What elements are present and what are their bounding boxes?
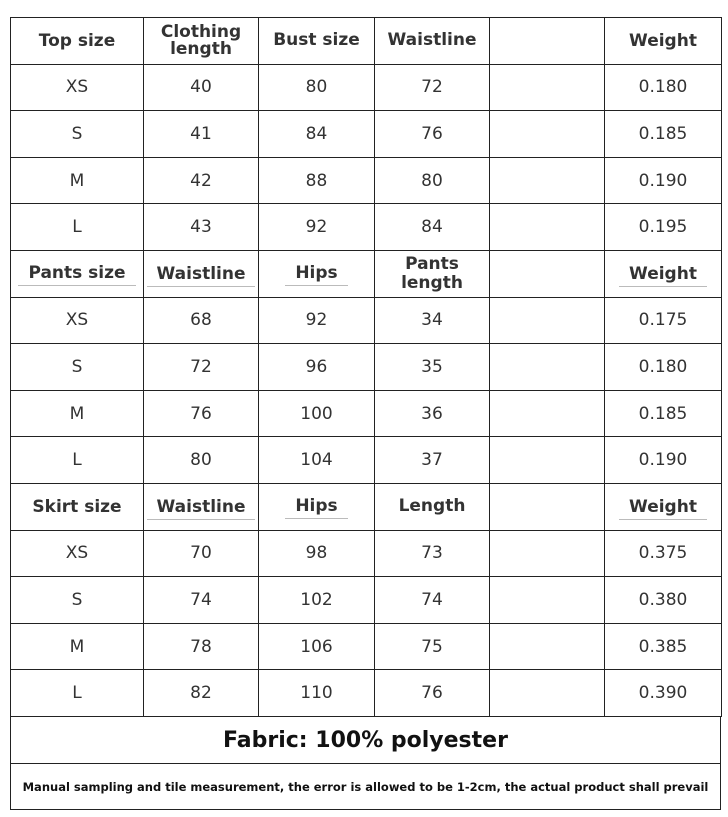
blank-cell	[490, 204, 605, 251]
clothing-length-header: Clothing length	[144, 18, 259, 65]
blank-header	[490, 18, 605, 65]
skirt-waistline-label: Waistline	[147, 497, 256, 520]
blank-cell	[490, 437, 605, 484]
col3-cell: 106	[259, 623, 375, 670]
col3-cell: 102	[259, 577, 375, 624]
col4-cell: 75	[375, 623, 490, 670]
size-cell: M	[11, 157, 144, 204]
pants-waistline-header	[144, 250, 259, 297]
blank-cell	[490, 111, 605, 158]
pants-waistline-label: Waistline	[147, 264, 256, 287]
size-cell: M	[11, 390, 144, 437]
pants-size-label: Pants size	[18, 263, 135, 286]
table-row	[11, 437, 722, 484]
table-row	[11, 111, 722, 158]
skirt-weight-label: Weight	[619, 497, 707, 520]
top-header-row	[11, 18, 722, 65]
col4-cell: 73	[375, 530, 490, 577]
weight-cell: 0.180	[605, 64, 722, 111]
skirt-blank-header	[490, 483, 605, 530]
pants-header-row	[11, 250, 722, 297]
skirt-weight-header	[605, 483, 722, 530]
col2-cell: 80	[144, 437, 259, 484]
waistline-header: Waistline	[375, 18, 490, 65]
hips-header	[259, 250, 375, 297]
size-cell: L	[11, 670, 144, 717]
col3-cell: 92	[259, 204, 375, 251]
col3-cell: 110	[259, 670, 375, 717]
skirt-length-header: Length	[375, 483, 490, 530]
col3-cell: 96	[259, 344, 375, 391]
table-row	[11, 344, 722, 391]
blank-cell	[490, 157, 605, 204]
blank-cell	[490, 297, 605, 344]
col4-cell: 74	[375, 577, 490, 624]
size-cell: XS	[11, 297, 144, 344]
col4-cell: 36	[375, 390, 490, 437]
size-table	[10, 17, 722, 717]
pants-weight-header	[605, 250, 722, 297]
measurement-note: Manual sampling and tile measurement, the error is allowed to be 1-2cm, the actual product shall prevail	[10, 764, 721, 810]
weight-cell: 0.385	[605, 623, 722, 670]
skirt-hips-header	[259, 483, 375, 530]
col2-cell: 70	[144, 530, 259, 577]
weight-cell: 0.175	[605, 297, 722, 344]
weight-cell: 0.375	[605, 530, 722, 577]
table-row	[11, 670, 722, 717]
table-row	[11, 623, 722, 670]
size-cell: L	[11, 204, 144, 251]
fabric-info: Fabric: 100% polyester	[10, 717, 721, 764]
weight-cell: 0.185	[605, 390, 722, 437]
skirt-rows	[11, 530, 722, 716]
col2-cell: 72	[144, 344, 259, 391]
size-cell: XS	[11, 64, 144, 111]
col2-cell: 40	[144, 64, 259, 111]
col2-cell: 42	[144, 157, 259, 204]
pants-weight-label: Weight	[619, 264, 707, 287]
table-row	[11, 530, 722, 577]
col2-cell: 68	[144, 297, 259, 344]
blank-cell	[490, 623, 605, 670]
weight-cell: 0.195	[605, 204, 722, 251]
size-chart	[10, 17, 721, 810]
bust-size-header: Bust size	[259, 18, 375, 65]
pants-length-header: Pants length	[375, 250, 490, 297]
blank-cell	[490, 344, 605, 391]
pants-size-header	[11, 250, 144, 297]
col4-cell: 76	[375, 670, 490, 717]
col3-cell: 92	[259, 297, 375, 344]
size-cell: XS	[11, 530, 144, 577]
col3-cell: 84	[259, 111, 375, 158]
col4-cell: 34	[375, 297, 490, 344]
col4-cell: 76	[375, 111, 490, 158]
table-row	[11, 157, 722, 204]
col2-cell: 82	[144, 670, 259, 717]
top-rows	[11, 64, 722, 250]
col2-cell: 74	[144, 577, 259, 624]
weight-cell: 0.180	[605, 344, 722, 391]
skirt-header-row	[11, 483, 722, 530]
col4-cell: 80	[375, 157, 490, 204]
col4-cell: 72	[375, 64, 490, 111]
size-cell: M	[11, 623, 144, 670]
col2-cell: 76	[144, 390, 259, 437]
size-cell: L	[11, 437, 144, 484]
weight-cell: 0.390	[605, 670, 722, 717]
table-row	[11, 297, 722, 344]
skirt-waistline-header	[144, 483, 259, 530]
blank-cell	[490, 530, 605, 577]
size-cell: S	[11, 577, 144, 624]
table-row	[11, 64, 722, 111]
skirt-size-header: Skirt size	[11, 483, 144, 530]
col4-cell: 37	[375, 437, 490, 484]
col4-cell: 84	[375, 204, 490, 251]
blank-cell	[490, 577, 605, 624]
col2-cell: 78	[144, 623, 259, 670]
weight-cell: 0.190	[605, 437, 722, 484]
col3-cell: 88	[259, 157, 375, 204]
blank-cell	[490, 670, 605, 717]
col4-cell: 35	[375, 344, 490, 391]
table-row	[11, 390, 722, 437]
col3-cell: 104	[259, 437, 375, 484]
hips-label: Hips	[285, 263, 347, 286]
weight-cell: 0.190	[605, 157, 722, 204]
size-cell: S	[11, 344, 144, 391]
weight-header: Weight	[605, 18, 722, 65]
skirt-hips-label: Hips	[285, 496, 347, 519]
pants-blank-header	[490, 250, 605, 297]
col2-cell: 43	[144, 204, 259, 251]
blank-cell	[490, 390, 605, 437]
col3-cell: 100	[259, 390, 375, 437]
top-size-header: Top size	[11, 18, 144, 65]
table-row	[11, 577, 722, 624]
weight-cell: 0.380	[605, 577, 722, 624]
pants-rows	[11, 297, 722, 483]
size-cell: S	[11, 111, 144, 158]
col2-cell: 41	[144, 111, 259, 158]
col3-cell: 80	[259, 64, 375, 111]
weight-cell: 0.185	[605, 111, 722, 158]
col3-cell: 98	[259, 530, 375, 577]
table-row	[11, 204, 722, 251]
blank-cell	[490, 64, 605, 111]
